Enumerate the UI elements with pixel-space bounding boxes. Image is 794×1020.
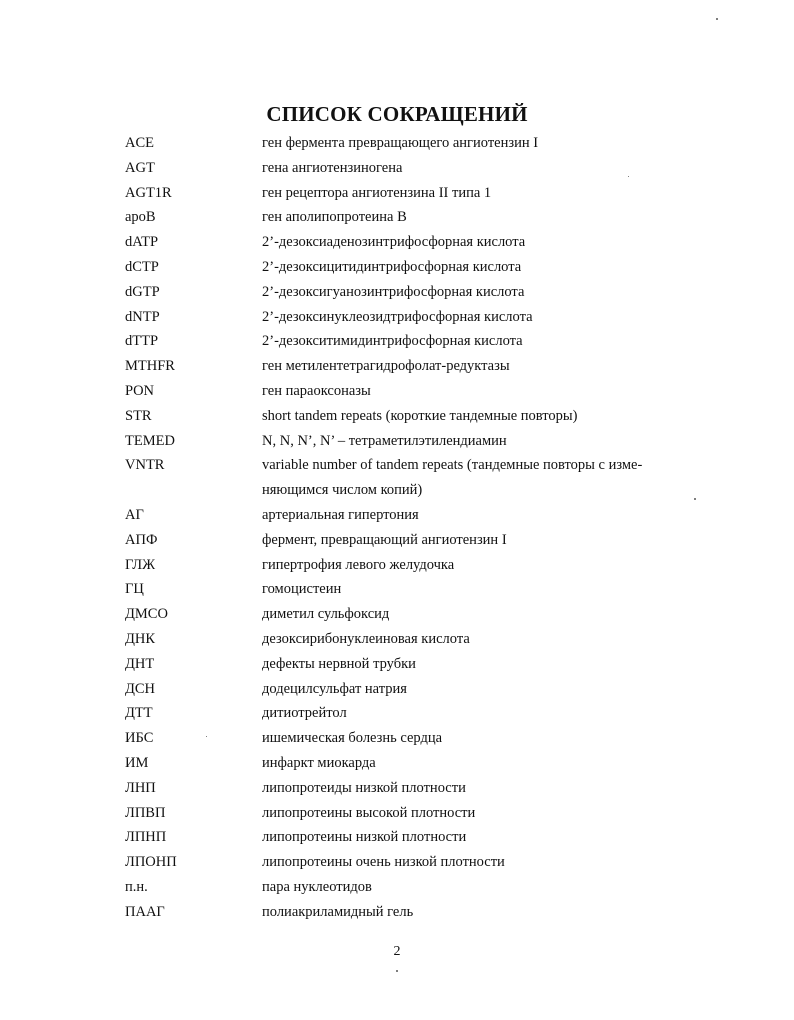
abbreviation-term: ЛПНП xyxy=(125,829,167,846)
abbreviation-definition: short tandem repeats (короткие тандемные повторы) xyxy=(262,407,578,424)
abbreviation-term: ИМ xyxy=(125,754,149,771)
abbreviation-definition: додецилсульфат натрия xyxy=(262,680,407,697)
abbreviation-row xyxy=(125,528,685,553)
abbreviation-definition: 2’-дезоксицитидинтрифосфорная кислота xyxy=(262,258,522,275)
abbreviation-term: TEMED xyxy=(125,432,175,449)
abbreviation-term: ГЛЖ xyxy=(125,556,156,573)
abbreviation-definition: ишемическая болезнь сердца xyxy=(262,730,443,747)
abbreviation-definition: 2’-дезокситимидинтрифосфорная кислота xyxy=(262,333,523,350)
abbreviation-term: STR xyxy=(125,407,152,424)
abbreviation-term: АПФ xyxy=(125,531,158,548)
abbreviation-row xyxy=(125,181,685,206)
abbreviation-definition: ген фермента превращающего ангиотензин I xyxy=(262,135,539,151)
abbreviation-term: apoB xyxy=(125,209,156,226)
abbreviation-row xyxy=(125,379,685,404)
abbreviation-row xyxy=(125,776,685,801)
abbreviation-term: ДТТ xyxy=(125,705,153,722)
abbreviation-row xyxy=(125,305,685,330)
abbreviation-definition: полиакриламидный гель xyxy=(262,903,414,920)
abbreviation-definition: ген метилентетрагидрофолат-редуктазы xyxy=(262,358,510,375)
abbreviation-row xyxy=(125,255,685,280)
abbreviation-row xyxy=(125,726,685,751)
abbreviation-row xyxy=(125,230,685,255)
abbreviation-definition: липопротеины очень низкой плотности xyxy=(262,854,505,871)
abbreviation-row xyxy=(125,652,685,677)
abbreviation-term: dCTP xyxy=(125,258,159,275)
abbreviation-definition: пара нуклеотидов xyxy=(262,878,372,895)
abbreviation-row xyxy=(125,503,685,528)
abbreviation-row xyxy=(125,280,685,305)
scan-speck xyxy=(396,970,398,972)
abbreviation-row xyxy=(125,701,685,726)
abbreviation-term: dATP xyxy=(125,234,159,251)
abbreviation-definition: дефекты нервной трубки xyxy=(262,655,416,672)
scan-speck xyxy=(694,498,696,500)
abbreviation-definition: N, N, N’, N’ – тетраметилэтилендиамин xyxy=(262,432,507,449)
abbreviation-term: ПААГ xyxy=(125,903,165,920)
abbreviation-row xyxy=(125,875,685,900)
abbreviation-definition: 2’-дезоксигуанозинтрифосфорная кислота xyxy=(262,283,525,300)
abbreviation-row xyxy=(125,156,685,181)
abbreviation-row xyxy=(125,205,685,230)
abbreviation-term: ЛПОНП xyxy=(125,854,177,871)
abbreviation-term: ГЦ xyxy=(125,581,144,598)
abbreviation-definition: липопротеины низкой плотности xyxy=(262,829,467,846)
abbreviation-definition: инфаркт миокарда xyxy=(262,754,376,771)
abbreviation-term: ДНК xyxy=(125,630,156,647)
abbreviation-row xyxy=(125,677,685,702)
abbreviation-definition: гипертрофия левого желудочка xyxy=(262,556,455,573)
abbreviation-term: MTHFR xyxy=(125,358,175,375)
abbreviation-row xyxy=(125,453,685,503)
abbreviation-row xyxy=(125,825,685,850)
abbreviation-definition: дезоксирибонуклеиновая кислота xyxy=(262,630,470,647)
abbreviation-row xyxy=(125,751,685,776)
abbreviation-term: PON xyxy=(125,382,155,399)
abbreviation-term: dTTP xyxy=(125,333,159,350)
abbreviation-term: AGT xyxy=(125,159,155,176)
abbreviation-definition: фермент, превращающий ангиотензин I xyxy=(262,531,507,548)
abbreviation-row xyxy=(125,602,685,627)
abbreviation-term: dGTP xyxy=(125,283,160,300)
abbreviation-row xyxy=(125,850,685,875)
abbreviation-row xyxy=(125,354,685,379)
scan-speck xyxy=(206,736,207,737)
abbreviation-term: п.н. xyxy=(125,878,148,895)
page-number: 2 xyxy=(393,944,401,959)
abbreviation-row xyxy=(125,577,685,602)
abbreviation-term: ДСН xyxy=(125,680,156,697)
abbreviation-row xyxy=(125,801,685,826)
abbreviation-definition: 2’-дезоксиаденозинтрифосфорная кислота xyxy=(262,234,526,251)
abbreviation-term: ДМСО xyxy=(125,606,168,623)
abbreviation-definition: ген аполипопротеина В xyxy=(262,209,407,226)
abbreviation-list xyxy=(125,131,685,925)
abbreviation-definition: дитиотрейтол xyxy=(262,705,347,722)
scan-speck xyxy=(716,18,718,20)
abbreviation-term: ЛПВП xyxy=(125,804,166,821)
abbreviation-row xyxy=(125,553,685,578)
abbreviation-definition: ген рецептора ангиотензина II типа 1 xyxy=(262,184,492,201)
abbreviation-definition: диметил сульфоксид xyxy=(262,606,390,623)
abbreviation-definition: гена ангиотензиногена xyxy=(262,159,403,176)
abbreviation-term: АГ xyxy=(125,506,144,523)
page-title: СПИСОК СОКРАЩЕНИЙ xyxy=(266,102,528,127)
abbreviation-definition: липопротеины высокой плотности xyxy=(262,804,476,821)
abbreviation-term: dNTP xyxy=(125,308,160,325)
abbreviation-term: ЛНП xyxy=(125,779,156,796)
abbreviation-term: VNTR xyxy=(125,457,165,474)
abbreviation-definition: variable number of tandem repeats (тандемные повторы с изме-няющимся числом копий) xyxy=(262,457,643,499)
abbreviation-definition: липопротеиды низкой плотности xyxy=(262,779,466,796)
abbreviation-row xyxy=(125,404,685,429)
abbreviation-row xyxy=(125,627,685,652)
scan-speck xyxy=(628,176,629,177)
abbreviation-term: AGT1R xyxy=(125,184,172,201)
abbreviation-term: ACE xyxy=(125,135,154,151)
abbreviation-definition: 2’-дезоксинуклеозидтрифосфорная кислота xyxy=(262,308,533,325)
abbreviation-row xyxy=(125,329,685,354)
abbreviation-definition: артериальная гипертония xyxy=(262,506,419,523)
abbreviation-row xyxy=(125,900,685,925)
abbreviation-term: ДНТ xyxy=(125,655,155,672)
abbreviation-term: ИБС xyxy=(125,730,154,747)
abbreviation-row xyxy=(125,429,685,454)
abbreviation-row xyxy=(125,131,685,156)
abbreviation-definition: ген параоксоназы xyxy=(262,382,371,399)
abbreviation-definition: гомоцистеин xyxy=(262,581,342,598)
